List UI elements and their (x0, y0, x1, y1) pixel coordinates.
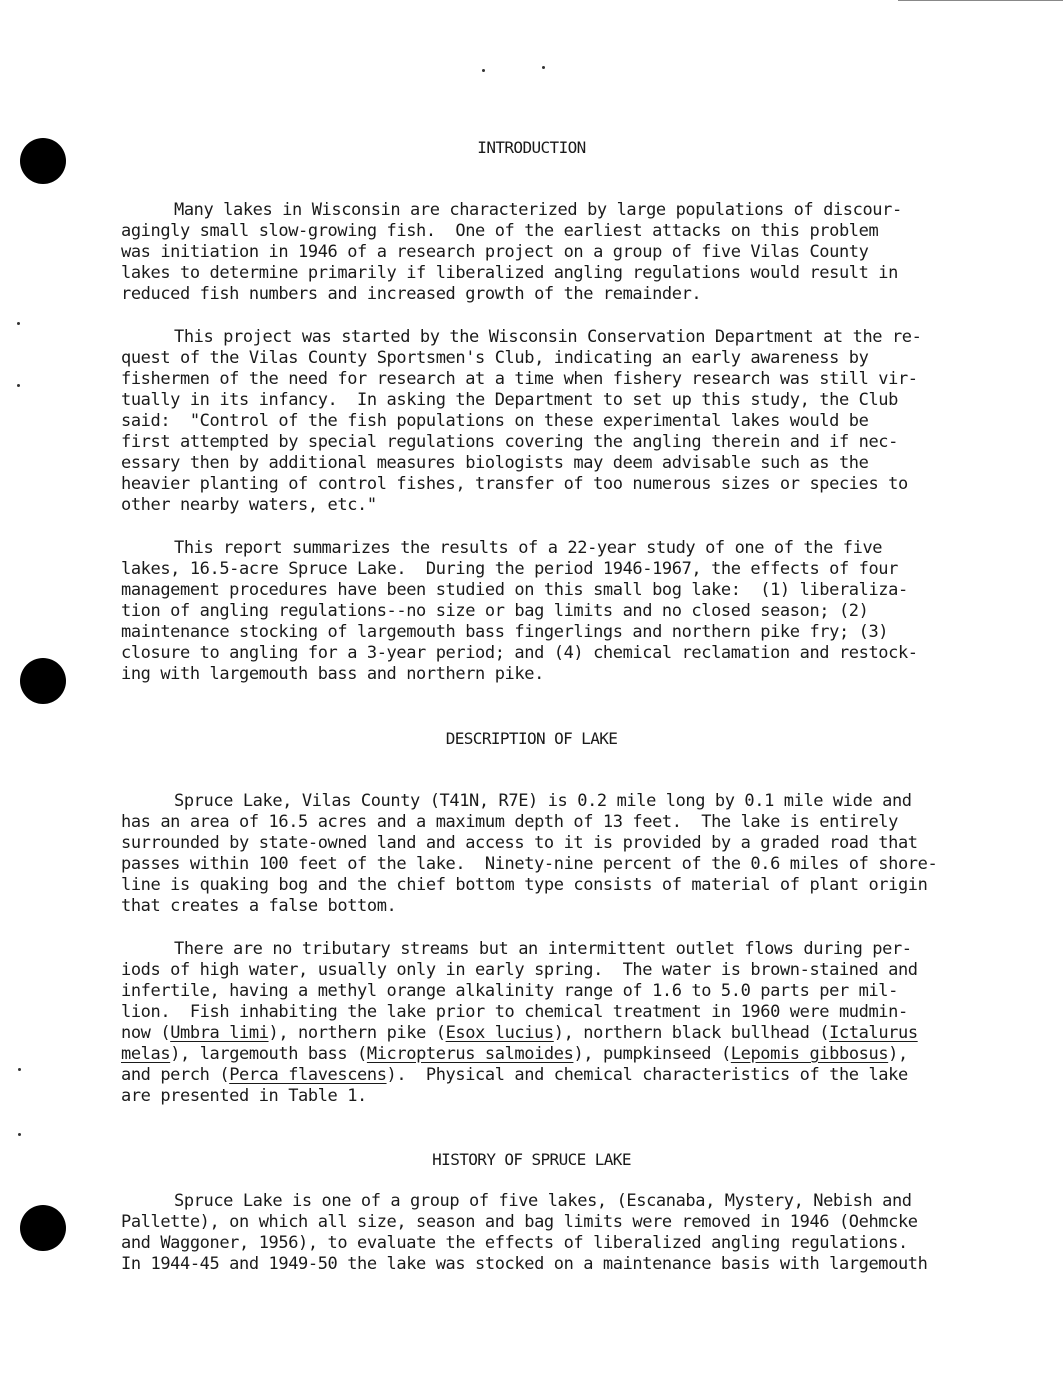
text-fragment: and perch ( (121, 1065, 230, 1085)
text-line: This report summarizes the results of a 22-year study of one of the five (174, 538, 883, 558)
scan-speck (482, 69, 485, 72)
text-line: line is quaking bog and the chief bottom type consists of material of plant origin (121, 875, 928, 895)
text-line: maintenance stocking of largemouth bass fingerlings and northern pike fry; (3) (121, 622, 889, 642)
scan-edge-line (898, 0, 1063, 1)
species-name: Umbra limi (170, 1023, 269, 1043)
text-line: and Waggoner, 1956), to evaluate the effects of liberalized angling regulations. (121, 1233, 908, 1253)
text-line: tually in its infancy. In asking the Department to set up this study, the Club (121, 390, 898, 410)
text-line: closure to angling for a 3-year period; and (4) chemical reclamation and restock- (121, 643, 918, 663)
paragraph-intro-2 (121, 327, 1001, 516)
text-line: tion of angling regulations--no size or bag limits and no closed season; (2) (121, 601, 869, 621)
paragraph-history-1 (121, 1191, 1001, 1275)
text-line: passes within 100 feet of the lake. Ninety-nine percent of the 0.6 miles of shore- (121, 854, 938, 874)
text-line: Spruce Lake is one of a group of five lakes, (Escanaba, Mystery, Nebish and (174, 1191, 912, 1211)
species-name: Ictalurus (829, 1023, 918, 1043)
text-line: lion. Fish inhabiting the lake prior to chemical treatment in 1960 were mudmin- (121, 1002, 908, 1022)
text-line: In 1944-45 and 1949-50 the lake was stocked on a maintenance basis with largemouth (121, 1254, 928, 1274)
scan-speck (542, 66, 545, 69)
text-line: agingly small slow-growing fish. One of the earliest attacks on this problem (121, 221, 879, 241)
heading-introduction: INTRODUCTION (477, 138, 586, 157)
scan-speck (18, 1068, 21, 1071)
text-fragment: ), northern black bullhead ( (553, 1023, 830, 1043)
text-line: Pallette), on which all size, season and bag limits were removed in 1946 (Oehmcke (121, 1212, 918, 1232)
text-line: management procedures have been studied on this small bog lake: (1) liberaliza- (121, 580, 908, 600)
heading-description: DESCRIPTION OF LAKE (445, 729, 618, 748)
text-line: first attempted by special regulations covering the angling therein and if nec- (121, 432, 898, 452)
text-line: This project was started by the Wisconsin Conservation Department at the re- (174, 327, 922, 347)
text-line: lakes to determine primarily if liberalized angling regulations would result in (121, 263, 898, 283)
heading-history: HISTORY OF SPRUCE LAKE (432, 1150, 631, 1169)
text-line: Many lakes in Wisconsin are characterized by large populations of discour- (174, 200, 902, 220)
paragraph-intro-3 (121, 538, 1001, 685)
text-line: Spruce Lake, Vilas County (T41N, R7E) is 0.2 mile long by 0.1 mile wide and (174, 791, 912, 811)
text-line: lakes, 16.5-acre Spruce Lake. During the period 1946-1967, the effects of four (121, 559, 898, 579)
text-line: that creates a false bottom. (121, 896, 397, 916)
paragraph-description-2 (121, 939, 1001, 1107)
species-name: melas (121, 1044, 171, 1064)
text-line: ing with largemouth bass and northern pike. (121, 664, 544, 684)
scan-speck (18, 1133, 21, 1136)
text-line: has an area of 16.5 acres and a maximum depth of 13 feet. The lake is entirely (121, 812, 898, 832)
text-line: reduced fish numbers and increased growth of the remainder. (121, 284, 702, 304)
text-fragment: ), northern pike ( (268, 1023, 446, 1043)
text-line: iods of high water, usually only in early spring. The water is brown-stained and (121, 960, 918, 980)
paragraph-intro-1 (121, 200, 1001, 305)
text-line: There are no tributary streams but an intermittent outlet flows during per- (174, 939, 912, 959)
species-name: Esox lucius (445, 1023, 554, 1043)
text-line (121, 1044, 1001, 1065)
text-line: essary then by additional measures biologists may deem advisable such as the (121, 453, 869, 473)
text-fragment: ), pumpkinseed ( (573, 1044, 731, 1064)
text-fragment: ), (888, 1044, 908, 1064)
text-line: was initiation in 1946 of a research project on a group of five Vilas County (121, 242, 869, 262)
scan-speck (17, 322, 20, 325)
text-line (121, 1023, 1001, 1044)
paragraph-description-1 (121, 791, 1001, 917)
text-line: fishermen of the need for research at a time when fishery research was still vir- (121, 369, 918, 389)
text-line: heavier planting of control fishes, transfer of too numerous sizes or species to (121, 474, 908, 494)
text-line: are presented in Table 1. (121, 1086, 367, 1106)
text-fragment: ). Physical and chemical characteristics of the lake (386, 1065, 908, 1085)
species-name: Micropterus salmoides (366, 1044, 574, 1064)
punch-hole-bottom (20, 1205, 66, 1251)
text-fragment: ), largemouth bass ( (170, 1044, 367, 1064)
text-line: surrounded by state-owned land and access to it is provided by a graded road that (121, 833, 918, 853)
text-line (121, 1065, 1001, 1086)
species-name: Perca flavescens (229, 1065, 387, 1085)
text-line: quest of the Vilas County Sportsmen's Club, indicating an early awareness by (121, 348, 869, 368)
scan-speck (17, 384, 20, 387)
text-line: said: "Control of the fish populations on these experimental lakes would be (121, 411, 869, 431)
species-name: Lepomis gibbosus (730, 1044, 889, 1064)
text-line: infertile, having a methyl orange alkalinity range of 1.6 to 5.0 parts per mil- (121, 981, 898, 1001)
text-fragment: now ( (121, 1023, 171, 1043)
punch-hole-middle (20, 658, 66, 704)
text-line: other nearby waters, etc." (121, 495, 377, 515)
